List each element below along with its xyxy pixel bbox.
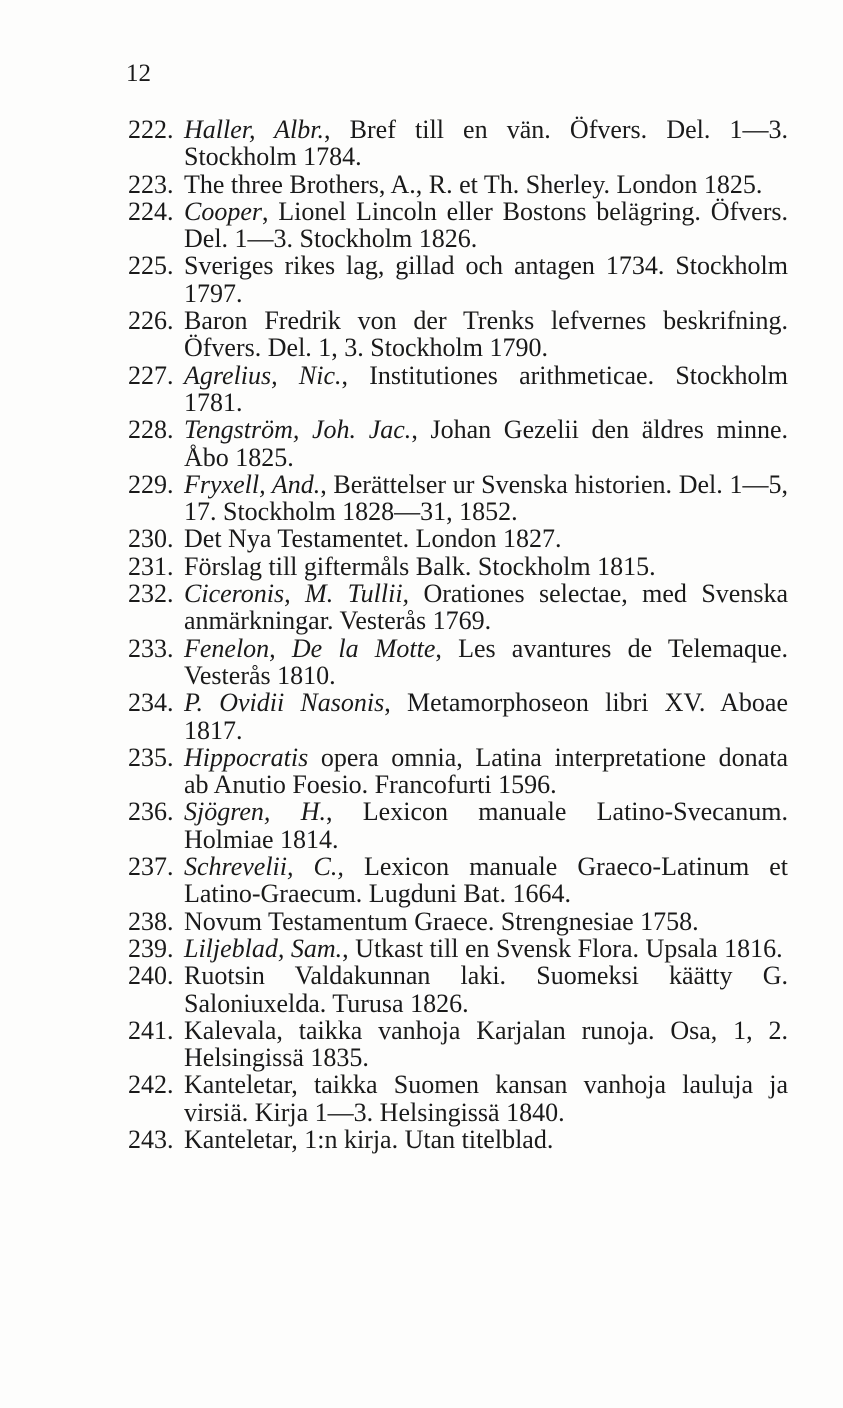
bibliography-entry: [128, 635, 788, 690]
entry-text: [184, 798, 788, 853]
entry-number: 243.: [128, 1124, 174, 1154]
entry-title-text: Sveriges rikes lag, gillad och antagen 1734. Stockholm 1797.: [184, 251, 788, 308]
entry-title-text: , Berättelser ur Svenska historien. Del. 1—5, 17. Stockholm 1828—31, 1852.: [184, 469, 788, 527]
entry-author-italic: Fryxell, And.: [184, 469, 321, 499]
entry-title-text: Novum Testamentum Graece. Strengnesiae 1758.: [184, 906, 699, 936]
bibliography-entry: [128, 307, 788, 362]
entry-text: [184, 198, 788, 253]
bibliography-entry: [128, 198, 788, 253]
entry-text: [184, 935, 788, 962]
entry-text: [184, 1017, 788, 1072]
entry-number: 227.: [128, 360, 174, 390]
page-number: 12: [126, 60, 151, 87]
bibliography-entry: [128, 171, 788, 198]
entry-title-text: Baron Fredrik von der Trenks lefvernes beskrifning. Öfvers. Del. 1, 3. Stockholm 1790.: [184, 306, 788, 363]
bibliography-entry: [128, 525, 788, 552]
entry-number: 230.: [128, 524, 174, 554]
bibliography-list: [128, 116, 788, 1153]
entry-number: 226.: [128, 306, 174, 336]
entry-text: [184, 116, 788, 171]
entry-author-italic: Tengström, Joh. Jac.: [184, 415, 412, 445]
entry-author-italic: Ciceronis, M. Tullii,: [184, 579, 410, 609]
entry-title-text: Kanteletar, 1:n kirja. Utan titelblad.: [184, 1124, 554, 1154]
entry-text: [184, 307, 788, 362]
entry-number: 225.: [128, 251, 174, 281]
entry-number: 224.: [128, 196, 174, 226]
entry-author-italic: Agrelius, Nic.: [184, 360, 342, 390]
bibliography-entry: [128, 1017, 788, 1072]
bibliography-entry: [128, 744, 788, 799]
bibliography-entry: [128, 1126, 788, 1153]
entry-text: [184, 362, 788, 417]
entry-number: 242.: [128, 1070, 174, 1100]
bibliography-entry: [128, 116, 788, 171]
bibliography-entry: [128, 798, 788, 853]
entry-text: [184, 525, 788, 552]
entry-text: [184, 853, 788, 908]
entry-title-text: Förslag till giftermåls Balk. Stockholm 1815.: [184, 551, 656, 581]
entry-number: 237.: [128, 852, 174, 882]
entry-number: 231.: [128, 551, 174, 581]
bibliography-entry: [128, 908, 788, 935]
entry-title-text: Det Nya Testamentet. London 1827.: [184, 524, 562, 554]
entry-title-text: Orationes selectae, med Svenska anmärkningar. Vesterås 1769.: [184, 579, 788, 636]
entry-title-text: , Les avantures de Telemaque. Vesterås 1810.: [184, 633, 789, 690]
entry-text: [184, 744, 788, 799]
entry-text: [184, 1126, 788, 1153]
entry-author-italic: Fenelon, De la Motte: [184, 633, 436, 663]
entry-title-text: , Metamorphoseon libri XV. Aboae 1817.: [184, 688, 788, 745]
bibliography-entry: [128, 962, 788, 1017]
entry-title-text: The three Brothers, A., R. et Th. Sherley. London 1825.: [184, 169, 763, 199]
entry-text: [184, 1071, 788, 1126]
entry-author-italic: Liljeblad, Sam.: [184, 933, 343, 963]
entry-author-italic: Schrevelii, C.,: [184, 852, 344, 882]
entry-title-text: Kalevala, taikka vanhoja Karjalan runoja. Osa, 1, 2. Helsingissä 1835.: [184, 1015, 788, 1073]
entry-author-italic: Hippocratis: [184, 742, 309, 772]
entry-text: [184, 635, 788, 690]
entry-author-italic: Cooper: [184, 196, 262, 226]
entry-title-text: Kanteletar, taikka Suomen kansan vanhoja lauluja ja virsiä. Kirja 1—3. Helsingissä 1840.: [184, 1070, 788, 1127]
entry-author-italic: P. Ovidii Nasonis: [184, 688, 385, 718]
bibliography-entry: [128, 416, 788, 471]
entry-number: 232.: [128, 579, 174, 609]
bibliography-entry: [128, 853, 788, 908]
entry-title-text: , Lionel Lincoln eller Bostons belägring. Öfvers. Del. 1—3. Stockholm 1826.: [184, 196, 788, 254]
entry-number: 236.: [128, 797, 174, 827]
entry-text: [184, 471, 788, 526]
entry-number: 223.: [128, 169, 174, 199]
entry-title-text: opera omnia, Latina interpretatione donata ab Anutio Foesio. Francofurti 1596.: [184, 742, 788, 800]
bibliography-entry: [128, 362, 788, 417]
bibliography-entry: [128, 689, 788, 744]
entry-text: [184, 416, 788, 471]
entry-text: [184, 580, 788, 635]
bibliography-entry: [128, 935, 788, 962]
bibliography-entry: [128, 580, 788, 635]
entry-text: [184, 553, 788, 580]
entry-number: 222.: [128, 115, 174, 144]
entry-number: 241.: [128, 1015, 174, 1045]
entry-number: 233.: [128, 633, 174, 663]
entry-number: 234.: [128, 688, 174, 718]
entry-title-text: , Johan Gezelii den äldres minne. Åbo 1825.: [184, 415, 788, 472]
bibliography-entry: [128, 252, 788, 307]
entry-title-text: , Utkast till en Svensk Flora. Upsala 1816.: [342, 933, 783, 963]
entry-number: 240.: [128, 961, 174, 991]
entry-title-text: Ruotsin Valdakunnan laki. Suomeksi käätty G. Saloniuxelda. Turusa 1826.: [184, 961, 788, 1018]
entry-title-text: , Lexicon manuale Latino-Svecanum. Holmiae 1814.: [184, 797, 788, 854]
entry-title-text: Lexicon manuale Graeco-Latinum et Latino-Graecum. Lugduni Bat. 1664.: [184, 852, 789, 909]
entry-number: 238.: [128, 906, 174, 936]
bibliography-entry: [128, 471, 788, 526]
entry-title-text: , Institutiones arithmeticae. Stockholm 1781.: [184, 360, 789, 417]
entry-number: 228.: [128, 415, 174, 445]
bibliography-entry: [128, 553, 788, 580]
entry-text: [184, 171, 788, 198]
entry-text: [184, 252, 788, 307]
entry-author-italic: Haller, Albr.: [184, 115, 325, 144]
entry-number: 239.: [128, 933, 174, 963]
entry-author-italic: Sjögren, H.: [184, 797, 326, 827]
entry-number: 229.: [128, 469, 174, 499]
entry-text: [184, 689, 788, 744]
entry-title-text: , Bref till en vän. Öfvers. Del. 1—3. Stockholm 1784.: [184, 115, 789, 172]
entry-text: [184, 908, 788, 935]
bibliography-entry: [128, 1071, 788, 1126]
entry-text: [184, 962, 788, 1017]
entry-number: 235.: [128, 742, 174, 772]
